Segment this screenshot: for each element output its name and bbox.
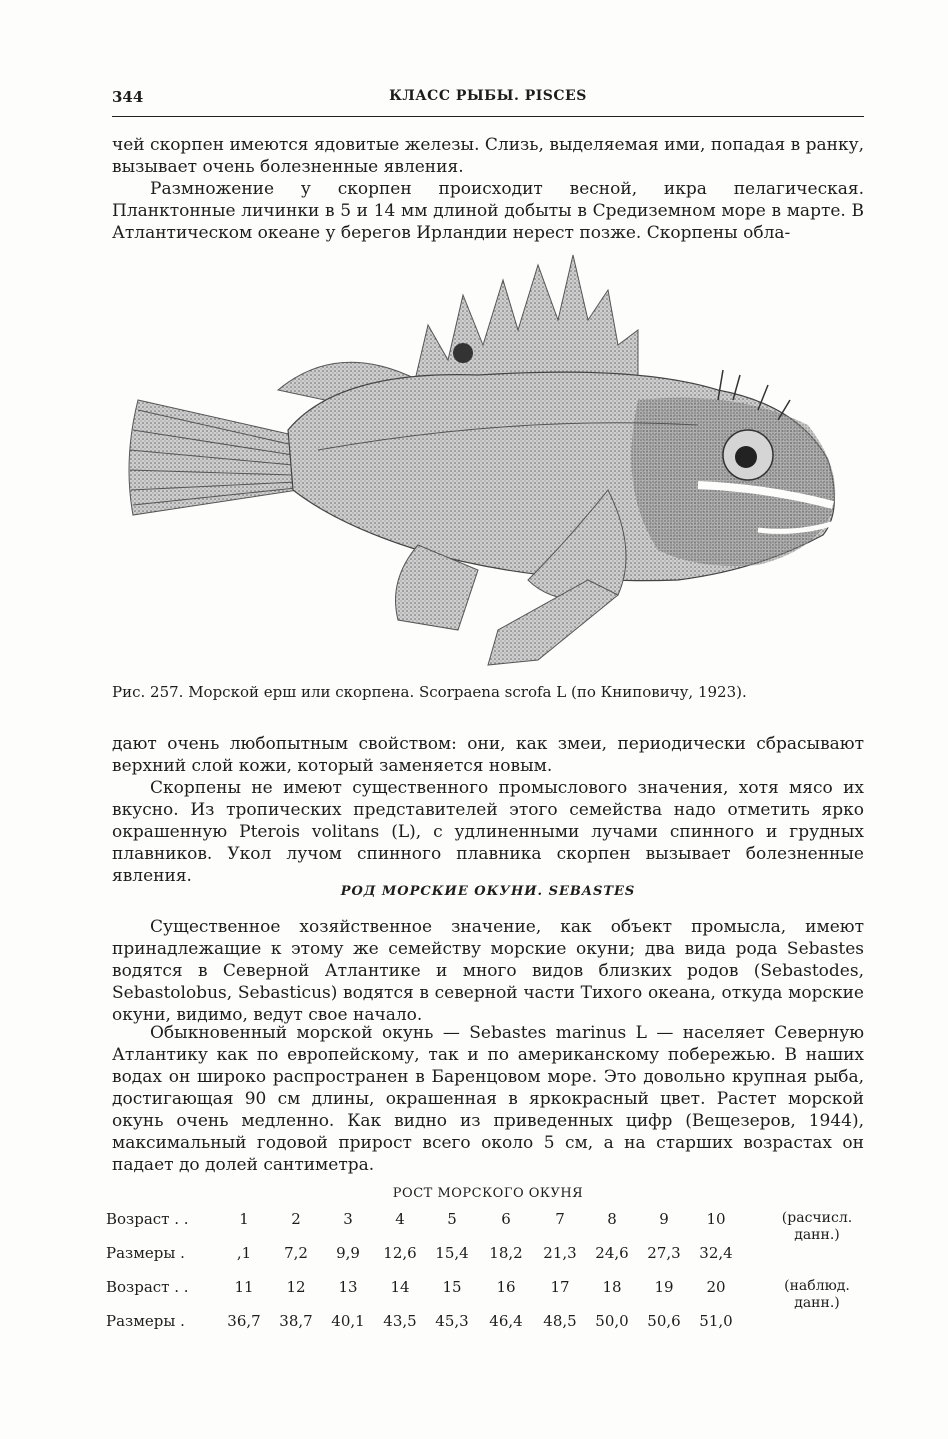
- row-label: Возраст . .: [106, 1210, 189, 1228]
- row-label: Размеры .: [106, 1312, 185, 1330]
- table-row: [106, 1312, 866, 1336]
- table-cell: 15,4: [435, 1244, 469, 1262]
- table-cell: 12,6: [383, 1244, 417, 1262]
- table-row: [106, 1278, 866, 1311]
- section-heading: РОД МОРСКИЕ ОКУНИ. SEBASTES: [340, 884, 636, 899]
- table-cell: 36,7: [227, 1312, 261, 1330]
- table-cell: 50,0: [595, 1312, 629, 1330]
- row-label: Возраст . .: [106, 1278, 189, 1296]
- table-cell: 6: [501, 1210, 511, 1228]
- table-cell: 46,4: [489, 1312, 523, 1330]
- table-cell: 17: [550, 1278, 570, 1296]
- page-number: 344: [112, 88, 144, 106]
- table-cell: 48,5: [543, 1312, 577, 1330]
- table-cell: 10: [706, 1210, 726, 1228]
- table-row: [106, 1244, 866, 1268]
- paragraph: Существенное хозяйственное значение, как объект промысла, имеют принадлежащие к этому же семейству морские окуни; два вида рода Sebastes водятся в Северной Атлантике и много видов близких родов (Sebastodes, Sebastolobus, Sebasticus) водятся в северной части Тихого океана, откуда морские окуни, видимо, ведут свое начало.: [112, 917, 864, 1025]
- table-cell: 8: [607, 1210, 617, 1228]
- table-cell: 32,4: [699, 1244, 733, 1262]
- table-cell: 9,9: [336, 1244, 360, 1262]
- table-cell: 11: [234, 1278, 254, 1296]
- table-cell: 40,1: [331, 1312, 365, 1330]
- table-cell: 14: [390, 1278, 410, 1296]
- table-cell: 16: [496, 1278, 516, 1296]
- paragraph: дают очень любопытным свойством: они, как змеи, периодически сбрасывают верхний слой кожи, который заменяется новым.: [112, 734, 864, 776]
- table-cell: 21,3: [543, 1244, 577, 1262]
- paragraph: Размножение у скорпен происходит весной, икра пелагическая. Планктонные личинки в 5 и 14 мм длиной добыты в Средиземном море в марте. В Атлантическом океане у берегов Ирландии нерест позже. Скорпены обла-: [112, 179, 864, 243]
- table-cell: 4: [395, 1210, 405, 1228]
- table-cell: 15: [442, 1278, 462, 1296]
- table-cell: 45,3: [435, 1312, 469, 1330]
- table-cell: 2: [291, 1210, 301, 1228]
- table-cell: 51,0: [699, 1312, 733, 1330]
- table-cell: 18,2: [489, 1244, 523, 1262]
- table-cell: 7,2: [284, 1244, 308, 1262]
- paragraph: чей скорпен имеются ядовитые железы. Слизь, выделяемая ими, попадая в ранку, вызывает очень болезненные явления.: [112, 135, 864, 177]
- running-title: КЛАСС РЫБЫ. PISCES: [389, 88, 587, 104]
- table-cell: 13: [338, 1278, 358, 1296]
- data-note: (расчисл. данн.): [781, 1210, 853, 1243]
- table-cell: 7: [555, 1210, 565, 1228]
- header-rule: [112, 116, 864, 117]
- table-cell: 5: [447, 1210, 457, 1228]
- row-label: Размеры .: [106, 1244, 185, 1262]
- table-row: [106, 1210, 866, 1243]
- table-cell: ,1: [236, 1244, 252, 1262]
- data-note: (наблюд. данн.): [784, 1278, 850, 1311]
- page-header: [112, 88, 864, 110]
- table-cell: 24,6: [595, 1244, 629, 1262]
- table-cell: 12: [286, 1278, 306, 1296]
- table-cell: 19: [654, 1278, 674, 1296]
- paragraph: Обыкновенный морской окунь — Sebastes marinus L — населяет Северную Атлантику как по европейскому, так и по американскому побережью. В наших водах он широко распространен в Баренцовом море. Это довольно крупная рыба, достигающая 90 см длины, окрашенная в яркокрасный цвет. Растет морской окунь очень медленно. Как видно из приведенных цифр (Вещезеров, 1944), максимальный годовой прирост всего около 5 см, а на старших возрастах он падает до долей сантиметра.: [112, 1023, 864, 1175]
- figure-caption: Рис. 257. Морской ерш или скорпена. Scorpaena scrofa L (по Книповичу, 1923).: [112, 683, 747, 701]
- table-cell: 27,3: [647, 1244, 681, 1262]
- table-cell: 3: [343, 1210, 353, 1228]
- table-cell: 43,5: [383, 1312, 417, 1330]
- table-cell: 20: [706, 1278, 726, 1296]
- table-cell: 50,6: [647, 1312, 681, 1330]
- table-cell: 1: [239, 1210, 249, 1228]
- table-cell: 38,7: [279, 1312, 313, 1330]
- table-cell: 9: [659, 1210, 669, 1228]
- scorpionfish-illustration: [118, 250, 858, 670]
- table-cell: 18: [602, 1278, 622, 1296]
- table-title: РОСТ МОРСКОГО ОКУНЯ: [392, 1186, 584, 1201]
- paragraph: Скорпены не имеют существенного промыслового значения, хотя мясо их вкусно. Из тропических представителей этого семейства надо отметить ярко окрашенную Pterois volitans (L), с удлиненными лучами спинного и грудных плавников. Укол лучом спинного плавника скорпен вызывает болезненные явления.: [112, 778, 864, 886]
